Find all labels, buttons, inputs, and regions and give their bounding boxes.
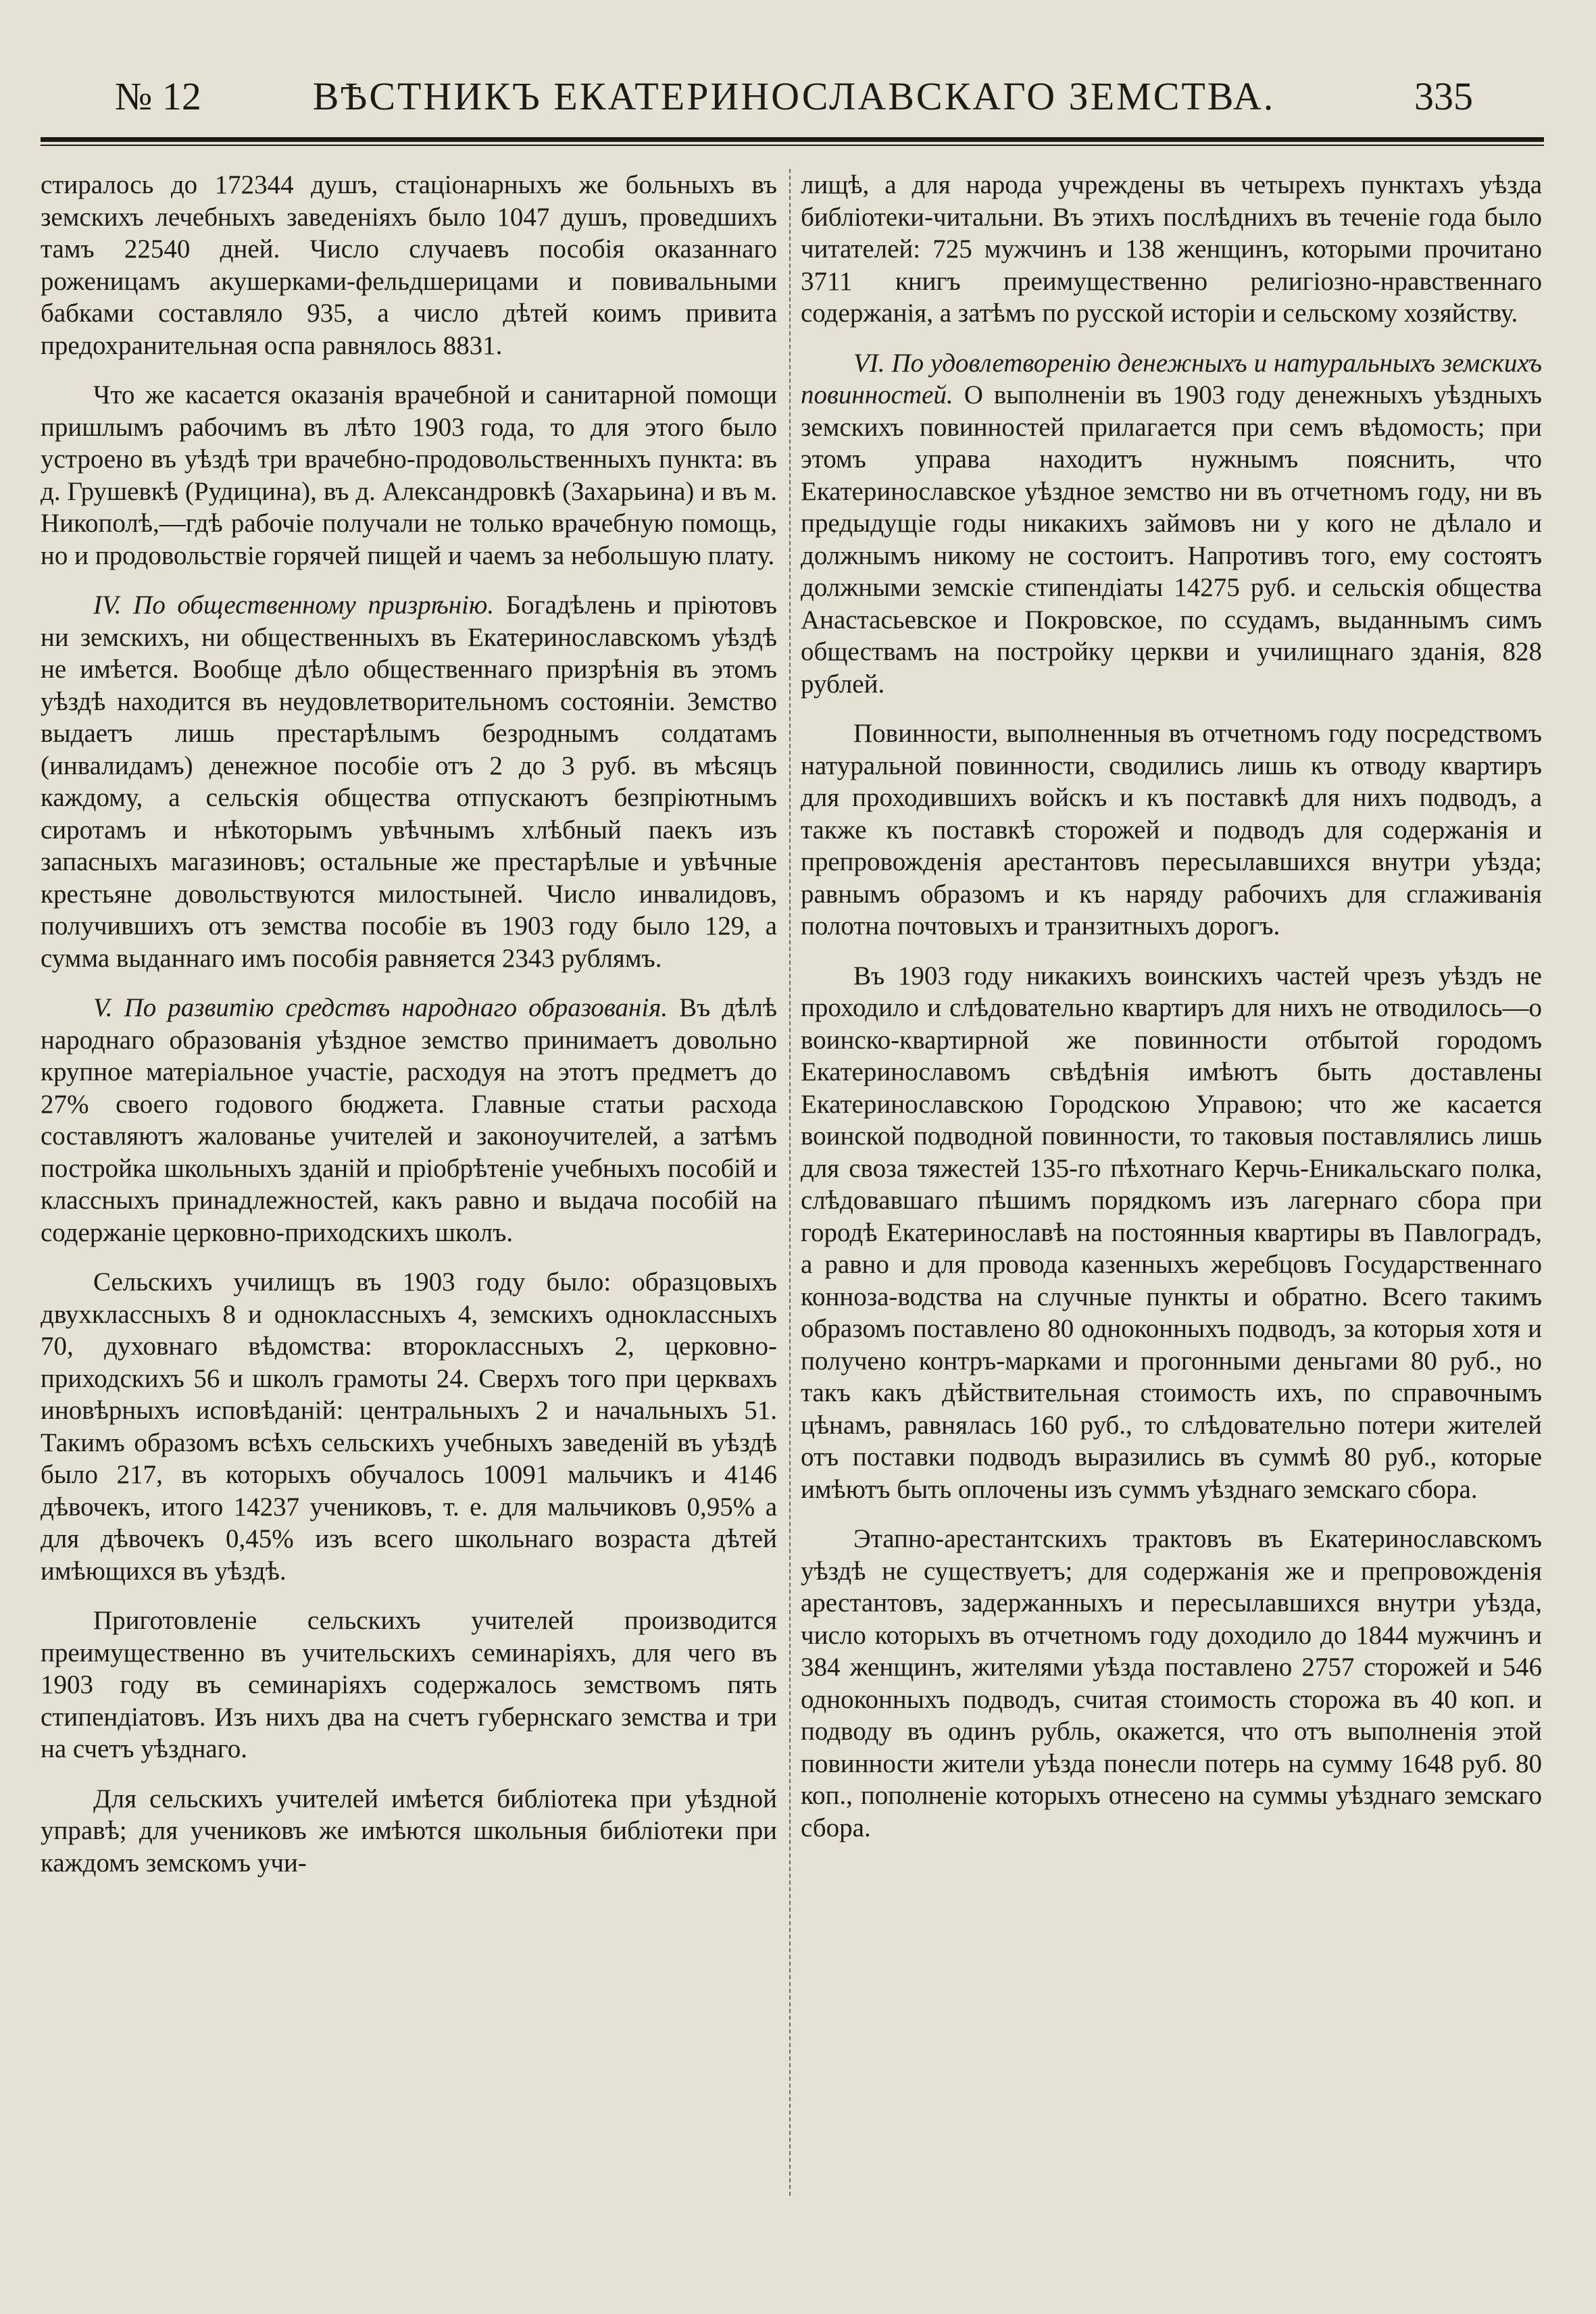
page-number: 335 [1414,74,1473,118]
paragraph: Что же касается оказанія врачебной и санитарной помощи пришлымъ рабочимъ въ лѣто 1903 года, то для этого было устроено въ уѣздѣ три врачебно-продовольственныхъ пункта: въ д. Грушевкѣ (Рудицина), въ д. Александровкѣ (Захарьина) и въ м. Никополѣ,—гдѣ рабочіе получали не только врачебную помощь, но и продовольствіе горячей пищей и чаемъ за небольшую плату. [41,380,777,570]
section-heading: V. По развитію средствъ народнаго образованія. [93,993,668,1022]
paragraph [801,347,1542,701]
paragraph: Повинности, выполненныя въ отчетномъ году посредствомъ натуральной повинности, сводились лишь къ отводу квартиръ для проходившихъ войскъ и къ поставкѣ для нихъ подводъ, а также къ поставкѣ сторожей и подводъ для содержанія и препровожденія арестантовъ пересылавшихся внутри уѣзда; равнымъ образомъ и къ наряду рабочихъ для сглаживанія полотна почтовыхъ и транзитныхъ дорогъ. [801,719,1542,940]
paragraph-text: О выполненіи въ 1903 году денежныхъ уѣздныхъ земскихъ повинностей прилагается при семъ вѣдомость; при этомъ управа находитъ нужнымъ пояснить, что Екатеринославское уѣздное земство ни въ отчетномъ году, ни въ предыдущіе годы никакихъ займовъ ни у кого не дѣлало и должнымъ никому не состоитъ. Напротивъ того, ему состоятъ должными земскіе стипендіаты 14275 руб. и сельскія общества Анастасьевское и Покровское, по ссудамъ, выданнымъ симъ обществамъ на постройку церкви и училищнаго зданія, 828 рублей. [801,380,1542,699]
header-rule [41,137,1544,146]
paragraph [41,589,777,974]
section-heading: IV. По общественному призрѣнію. [93,590,495,620]
paragraph-text: Въ дѣлѣ народнаго образованія уѣздное земство принимаетъ довольно крупное матеріальное участіе, расходуя на этотъ предметъ до 27% своего годового бюджета. Главные статьи расхода составляютъ жалованье учителей и законоучителей, а затѣмъ постройка школьныхъ зданій и пріобрѣтеніе учебныхъ пособій и классныхъ принадлежностей, какъ равно и выдача пособій на содержаніе церковно-приходскихъ школъ. [41,993,777,1247]
left-column [41,169,777,2263]
journal-title: ВѢСТНИКЪ ЕКАТЕРИНОСЛАВСКАГО ЗЕМСТВА. [312,74,1276,118]
paragraph: лищѣ, а для народа учреждены въ четырехъ пунктахъ уѣзда библіотеки-читальни. Въ этихъ послѣднихъ въ теченіе года было читателей: 725 мужчинъ и 138 женщинъ, которыми прочитано 3711 книгъ преимущественно религіозно-нравственнаго содержанія, а затѣмъ по русской исторіи и сельскому хозяйству. [801,170,1542,328]
paragraph [41,992,777,1249]
paragraph: Приготовленіе сельскихъ учителей производится преимущественно въ учительскихъ семинаріяхъ, для чего въ 1903 году въ семинаріяхъ содержалось земствомъ пять стипендіатовъ. Изъ нихъ два на счетъ губернскаго земства и три на счетъ уѣзднаго. [41,1606,777,1763]
issue-number: № 12 [115,74,201,118]
column-divider [789,169,791,2196]
paragraph: стиралось до 172344 душъ, стаціонарныхъ же больныхъ въ земскихъ лечебныхъ заведеніяхъ было 1047 душъ, проведшихъ тамъ 22540 дней. Число случаевъ пособія оказаннаго роженицамъ акушерками-фельдшерицами и повивальными бабками составляло 935, а число дѣтей коимъ привита предохранительная оспа равнялось 8831. [41,170,777,360]
paragraph: Въ 1903 году никакихъ воинскихъ частей чрезъ уѣздъ не проходило и слѣдовательно квартиръ для нихъ не отводилось—о воинско-квартирной же повинности отбытой городомъ Екатеринославомъ свѣдѣнія имѣютъ быть доставлены Екатеринославскою Городскою Управою; что же касается воинской подводной повинности, то таковыя поставлялись лишь для своза тяжестей 135-го пѣхотнаго Керчь-Еникальскаго полка, слѣдовавшаго пѣшимъ порядкомъ изъ лагернаго сбора при городѣ Екатеринославѣ на постоянныя квартиры въ Павлоградъ, а равно и для провода казенныхъ жеребцовъ Государственнаго конноза-водства на случные пункты и обратно. Всего такимъ образомъ поставлено 80 одноконныхъ подводъ, за которыя хотя и получено контръ-марками и прогонными деньгами 80 руб., но такъ какъ дѣйствительная стоимость ихъ, по справочнымъ цѣнамъ, равнялась 160 руб., то слѣдовательно потери жителей отъ поставки подводъ выразились въ суммѣ 80 руб., которые имѣютъ быть оплочены изъ суммъ уѣзднаго земскаго сбора. [801,961,1542,1504]
section-heading: VI. По удовлетворенію денежныхъ и натуральныхъ земскихъ повинностей. [801,348,1542,409]
page-header [115,73,1473,120]
paragraph: Для сельскихъ учителей имѣется библіотека при уѣздной управѣ; для учениковъ же имѣются школьныя библіотеки при каждомъ земскомъ учи- [41,1784,777,1878]
right-column [801,169,1542,2263]
paragraph: Этапно-арестантскихъ трактовъ въ Екатеринославскомъ уѣздѣ не существуетъ; для содержанія же и препровожденія арестантовъ, задержанныхъ и пересылавшихся внутри уѣзда, число которыхъ въ отчетномъ году доходило до 1844 мужчинъ и 384 женщинъ, жителями уѣзда поставлено 2757 сторожей и 546 одноконныхъ подводъ, считая стоимость сторожа въ 40 коп. и подводу въ одинъ рубль, окажется, что отъ выполненія этой повинности жители уѣзда понесли потерь на сумму 1648 руб. 80 коп., пополненіе которыхъ отнесено на суммы уѣзднаго земскаго сбора. [801,1524,1542,1842]
paragraph-text: Богадѣлень и пріютовъ ни земскихъ, ни общественныхъ въ Екатеринославскомъ уѣздѣ не имѣется. Вообще дѣло общественнаго призрѣнія въ этомъ уѣздѣ находится въ неудовлетворительномъ состояніи. Земство выдаетъ лишь престарѣлымъ безроднымъ солдатамъ (инвалидамъ) денежное пособіе отъ 2 до 3 руб. въ мѣсяцъ каждому, а сельскія общества отпускаютъ безпріютнымъ сиротамъ и нѣкоторымъ увѣчнымъ хлѣбный паекъ изъ запасныхъ магазиновъ; остальные же престарѣлые и увѣчные крестьяне довольствуются милостыней. Число инвалидовъ, получившихъ отъ земства пособіе въ 1903 году было 129, а сумма выданнаго имъ пособія равняется 2343 рублямъ. [41,590,777,973]
paragraph: Сельскихъ училищъ въ 1903 году было: образцовыхъ двухклассныхъ 8 и одноклассныхъ 4, земскихъ одноклассныхъ 70, духовнаго вѣдомства: второклассныхъ 2, церковно-приходскихъ 56 и школъ грамоты 24. Сверхъ того при церквахъ иновѣрныхъ исповѣданій: центральныхъ 2 и начальныхъ 51. Такимъ образомъ всѣхъ сельскихъ учебныхъ заведеній въ уѣздѣ было 217, въ которыхъ обучалось 10091 мальчикъ и 4146 дѣвочекъ, итого 14237 учениковъ, т. е. для мальчиковъ 0,95% а для дѣвочекъ 0,45% изъ всего школьнаго возраста дѣтей имѣющихся въ уѣздѣ. [41,1267,777,1586]
